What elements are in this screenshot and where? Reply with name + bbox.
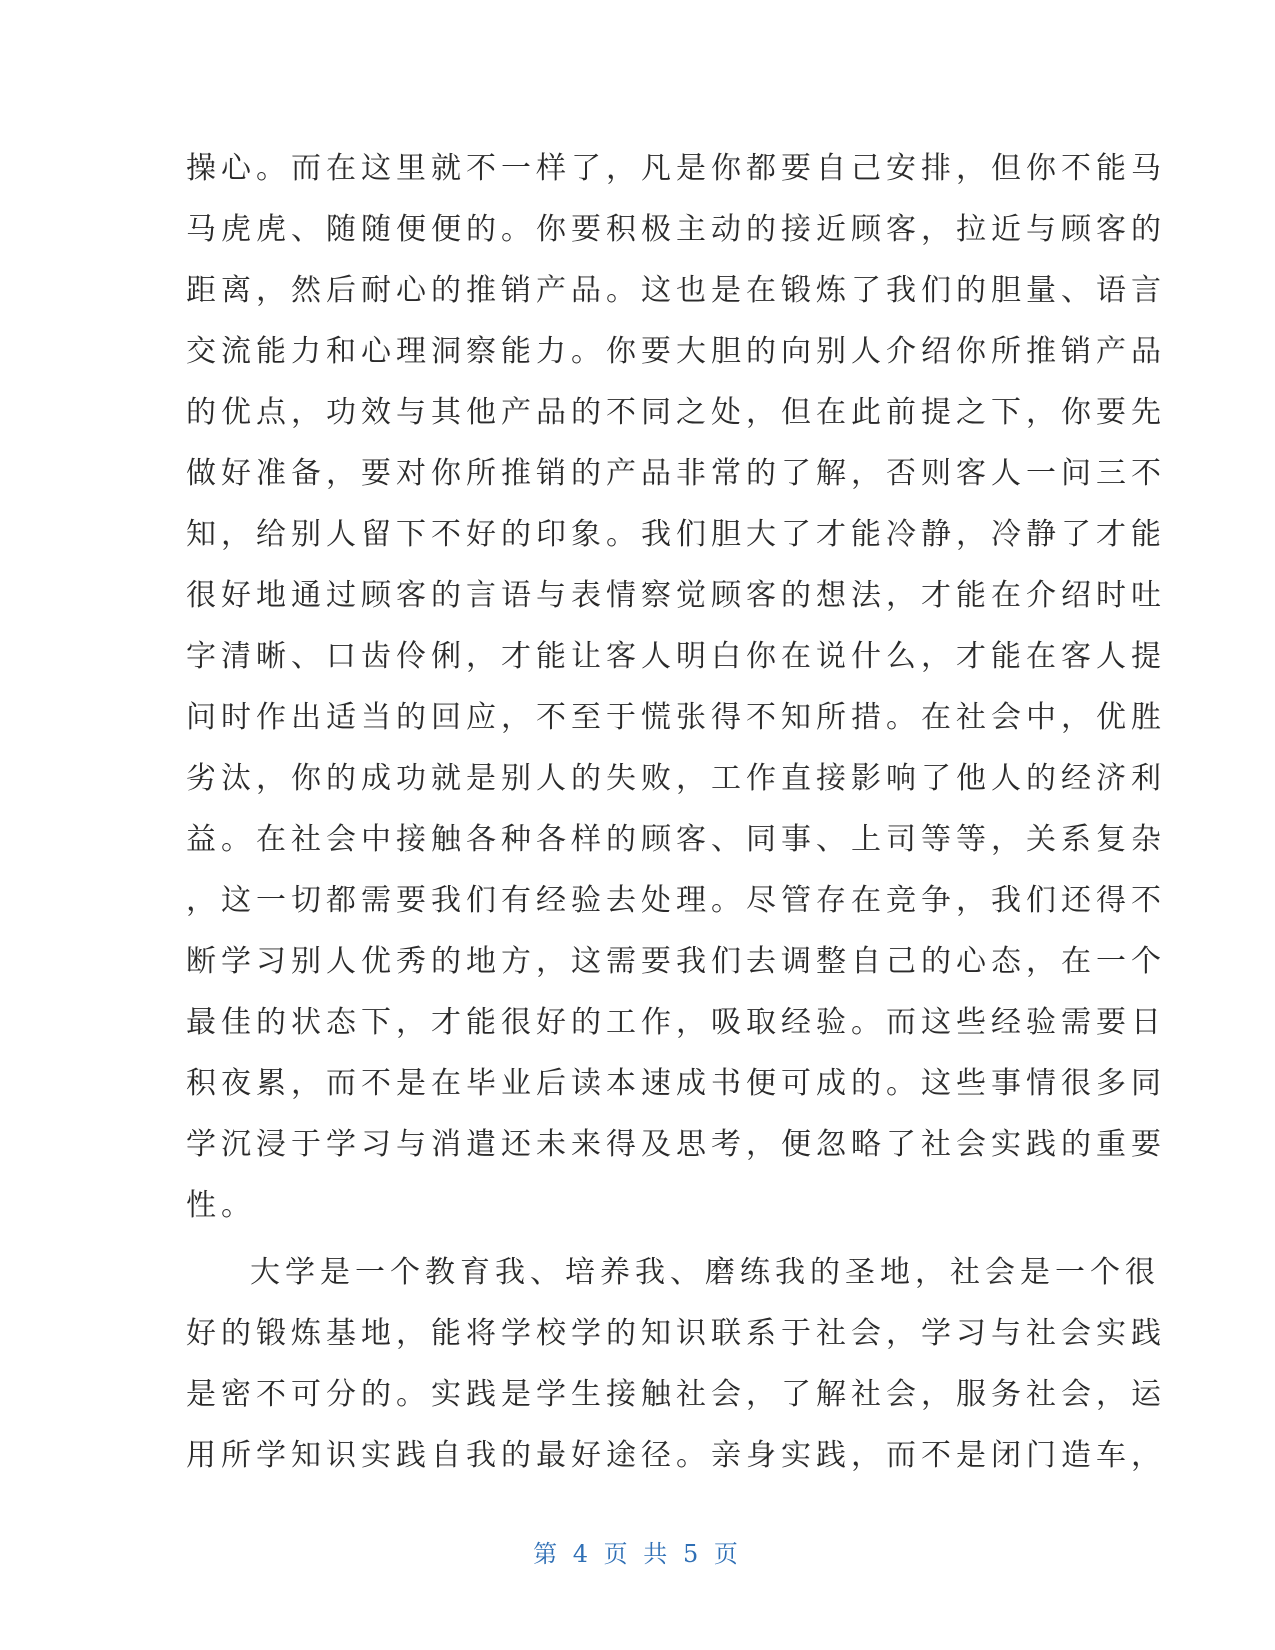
text-line: 劣汰，你的成功就是别人的失败，工作直接影响了他人的经济利 xyxy=(186,761,1166,796)
text-line: 马虎虎、随随便便的。你要积极主动的接近顾客，拉近与顾客的 xyxy=(186,212,1166,247)
text-line: 学沉浸于学习与消遣还未来得及思考，便忽略了社会实践的重要 xyxy=(186,1127,1166,1162)
text-line: 是密不可分的。实践是学生接触社会，了解社会，服务社会，运 xyxy=(186,1377,1166,1412)
text-line: 问时作出适当的回应，不至于慌张得不知所措。在社会中，优胜 xyxy=(186,700,1166,735)
text-line: ，这一切都需要我们有经验去处理。尽管存在竞争，我们还得不 xyxy=(186,883,1166,918)
paragraph-2 xyxy=(186,1242,1166,1486)
text-line: 字清晰、口齿伶俐，才能让客人明白你在说什么，才能在客人提 xyxy=(186,639,1166,674)
text-line: 性。 xyxy=(186,1188,256,1223)
text-line: 断学习别人优秀的地方，这需要我们去调整自己的心态，在一个 xyxy=(186,944,1166,979)
document-body xyxy=(186,138,1166,1486)
paragraph-1 xyxy=(186,138,1166,1236)
text-line: 交流能力和心理洞察能力。你要大胆的向别人介绍你所推销产品 xyxy=(186,334,1166,369)
text-line: 最佳的状态下，才能很好的工作，吸取经验。而这些经验需要日 xyxy=(186,1005,1166,1040)
text-line: 积夜累，而不是在毕业后读本速成书便可成的。这些事情很多同 xyxy=(186,1066,1166,1101)
text-line: 用所学知识实践自我的最好途径。亲身实践，而不是闭门造车， xyxy=(186,1438,1166,1473)
text-line: 益。在社会中接触各种各样的顾客、同事、上司等等，关系复杂 xyxy=(186,822,1166,857)
text-line: 操心。而在这里就不一样了，凡是你都要自己安排，但你不能马 xyxy=(186,151,1166,186)
text-line: 的优点，功效与其他产品的不同之处，但在此前提之下，你要先 xyxy=(186,395,1166,430)
text-line: 知，给别人留下不好的印象。我们胆大了才能冷静，冷静了才能 xyxy=(186,517,1166,552)
page-number-footer: 第 4 页 共 5 页 xyxy=(533,1540,742,1568)
text-line: 好的锻炼基地，能将学校学的知识联系于社会，学习与社会实践 xyxy=(186,1316,1166,1351)
text-line: 很好地通过顾客的言语与表情察觉顾客的想法，才能在介绍时吐 xyxy=(186,578,1166,613)
text-line: 做好准备，要对你所推销的产品非常的了解，否则客人一问三不 xyxy=(186,456,1166,491)
text-line: 大学是一个教育我、培养我、磨练我的圣地，社会是一个很 xyxy=(250,1255,1160,1290)
text-line: 距离，然后耐心的推销产品。这也是在锻炼了我们的胆量、语言 xyxy=(186,273,1166,308)
